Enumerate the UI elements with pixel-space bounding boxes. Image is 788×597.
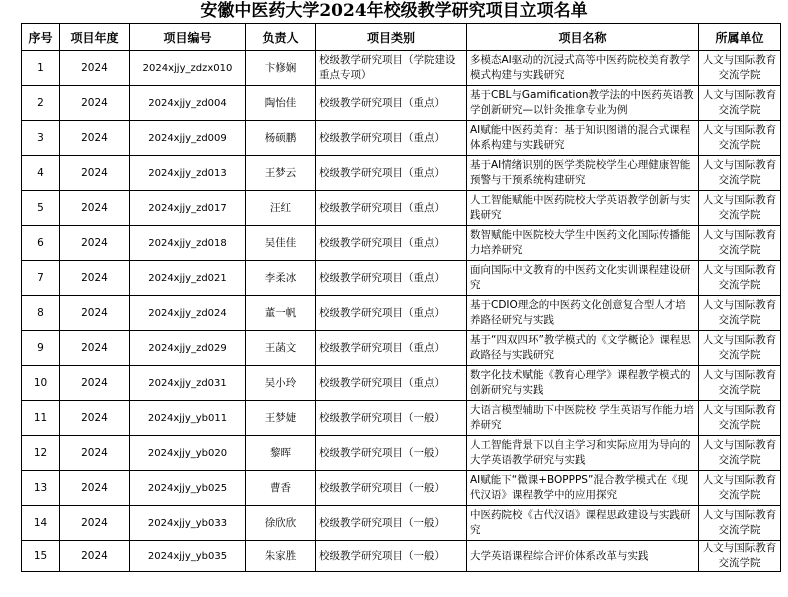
cell-type: 校级教学研究项目（一般）: [316, 541, 467, 572]
cell-name: 大语言模型辅助下中医院校 学生英语写作能力培养研究: [467, 401, 699, 436]
cell-year: 2024: [60, 86, 130, 121]
cell-type: 校级教学研究项目（重点）: [316, 121, 467, 156]
cell-seq: 10: [22, 366, 60, 401]
cell-code: 2024xjjy_yb025: [130, 471, 246, 506]
cell-code: 2024xjjy_zd018: [130, 226, 246, 261]
cell-year: 2024: [60, 436, 130, 471]
header-name: 项目名称: [467, 24, 699, 51]
header-code: 项目编号: [130, 24, 246, 51]
cell-year: 2024: [60, 331, 130, 366]
cell-leader: 吴佳佳: [246, 226, 316, 261]
table-row: [22, 401, 781, 436]
cell-year: 2024: [60, 401, 130, 436]
cell-unit: 人文与国际教育交流学院: [699, 156, 781, 191]
cell-leader: 卞修娴: [246, 51, 316, 86]
cell-leader: 杨硕鹏: [246, 121, 316, 156]
table-row: [22, 121, 781, 156]
cell-year: 2024: [60, 541, 130, 572]
cell-leader: 吴小玲: [246, 366, 316, 401]
cell-year: 2024: [60, 226, 130, 261]
cell-name: 基于AI情绪识别的医学类院校学生心理健康智能预警与干预系统构建研究: [467, 156, 699, 191]
header-unit: 所属单位: [699, 24, 781, 51]
cell-type: 校级教学研究项目（重点）: [316, 331, 467, 366]
cell-seq: 9: [22, 331, 60, 366]
cell-seq: 4: [22, 156, 60, 191]
cell-year: 2024: [60, 121, 130, 156]
cell-unit: 人文与国际教育交流学院: [699, 541, 781, 572]
cell-seq: 12: [22, 436, 60, 471]
cell-name: 基于CBL与Gamification教学法的中医药英语教学创新研究—以针灸推拿专业为例: [467, 86, 699, 121]
cell-seq: 11: [22, 401, 60, 436]
cell-code: 2024xjjy_yb020: [130, 436, 246, 471]
cell-leader: 董一帆: [246, 296, 316, 331]
cell-unit: 人文与国际教育交流学院: [699, 261, 781, 296]
table-row: [22, 261, 781, 296]
table-row: [22, 226, 781, 261]
cell-year: 2024: [60, 191, 130, 226]
cell-name: 面向国际中文教育的中医药文化实训课程建设研究: [467, 261, 699, 296]
cell-seq: 6: [22, 226, 60, 261]
cell-unit: 人文与国际教育交流学院: [699, 51, 781, 86]
cell-leader: 李柔冰: [246, 261, 316, 296]
table-row: [22, 296, 781, 331]
cell-type: 校级教学研究项目（重点）: [316, 191, 467, 226]
cell-name: 多模态AI驱动的沉浸式高等中医药院校美育教学模式构建与实践研究: [467, 51, 699, 86]
cell-type: 校级教学研究项目（重点）: [316, 366, 467, 401]
cell-code: 2024xjjy_zd013: [130, 156, 246, 191]
cell-code: 2024xjjy_zd024: [130, 296, 246, 331]
cell-name: 人工智能背景下以自主学习和实际应用为导向的大学英语教学研究与实践: [467, 436, 699, 471]
cell-type: 校级教学研究项目（一般）: [316, 436, 467, 471]
header-year: 项目年度: [60, 24, 130, 51]
cell-seq: 5: [22, 191, 60, 226]
cell-leader: 陶怡佳: [246, 86, 316, 121]
cell-type: 校级教学研究项目（一般）: [316, 471, 467, 506]
table-row: [22, 541, 781, 572]
table-row: [22, 156, 781, 191]
cell-leader: 王菡文: [246, 331, 316, 366]
header-type: 项目类别: [316, 24, 467, 51]
cell-name: 基于CDIO理念的中医药文化创意复合型人才培养路径研究与实践: [467, 296, 699, 331]
cell-type: 校级教学研究项目（一般）: [316, 401, 467, 436]
cell-leader: 朱家胜: [246, 541, 316, 572]
cell-name: 数字化技术赋能《教育心理学》课程教学模式的创新研究与实践: [467, 366, 699, 401]
cell-unit: 人文与国际教育交流学院: [699, 471, 781, 506]
cell-type: 校级教学研究项目（一般）: [316, 506, 467, 541]
cell-year: 2024: [60, 366, 130, 401]
cell-seq: 8: [22, 296, 60, 331]
cell-leader: 黎晖: [246, 436, 316, 471]
cell-code: 2024xjjy_zd004: [130, 86, 246, 121]
table-row: [22, 51, 781, 86]
cell-type: 校级教学研究项目（重点）: [316, 226, 467, 261]
cell-year: 2024: [60, 51, 130, 86]
cell-seq: 3: [22, 121, 60, 156]
cell-leader: 徐欣欣: [246, 506, 316, 541]
header-row: [22, 24, 781, 51]
table-row: [22, 191, 781, 226]
cell-unit: 人文与国际教育交流学院: [699, 401, 781, 436]
table-row: [22, 331, 781, 366]
cell-unit: 人文与国际教育交流学院: [699, 86, 781, 121]
cell-type: 校级教学研究项目（学院建设重点专项）: [316, 51, 467, 86]
cell-unit: 人文与国际教育交流学院: [699, 331, 781, 366]
table-row: [22, 506, 781, 541]
cell-code: 2024xjjy_zd017: [130, 191, 246, 226]
cell-year: 2024: [60, 471, 130, 506]
cell-code: 2024xjjy_yb035: [130, 541, 246, 572]
page-title: 安徽中医药大学2024年校级教学研究项目立项名单: [200, 1, 588, 21]
cell-leader: 曹香: [246, 471, 316, 506]
cell-code: 2024xjjy_zd031: [130, 366, 246, 401]
cell-type: 校级教学研究项目（重点）: [316, 296, 467, 331]
cell-type: 校级教学研究项目（重点）: [316, 156, 467, 191]
cell-code: 2024xjjy_zd021: [130, 261, 246, 296]
header-seq: 序号: [22, 24, 60, 51]
header-leader: 负责人: [246, 24, 316, 51]
cell-leader: 汪红: [246, 191, 316, 226]
cell-year: 2024: [60, 261, 130, 296]
cell-unit: 人文与国际教育交流学院: [699, 506, 781, 541]
table-row: [22, 86, 781, 121]
cell-unit: 人文与国际教育交流学院: [699, 436, 781, 471]
cell-seq: 13: [22, 471, 60, 506]
cell-type: 校级教学研究项目（重点）: [316, 86, 467, 121]
cell-seq: 2: [22, 86, 60, 121]
cell-leader: 王梦婕: [246, 401, 316, 436]
cell-name: AI赋能中医药美育：基于知识图谱的混合式课程体系构建与实践研究: [467, 121, 699, 156]
cell-seq: 14: [22, 506, 60, 541]
cell-code: 2024xjjy_zd009: [130, 121, 246, 156]
cell-unit: 人文与国际教育交流学院: [699, 191, 781, 226]
cell-name: 大学英语课程综合评价体系改革与实践: [467, 541, 699, 572]
cell-code: 2024xjjy_zd029: [130, 331, 246, 366]
project-table: [21, 23, 781, 572]
cell-unit: 人文与国际教育交流学院: [699, 296, 781, 331]
cell-code: 2024xjjy_yb033: [130, 506, 246, 541]
cell-seq: 1: [22, 51, 60, 86]
cell-seq: 15: [22, 541, 60, 572]
table-row: [22, 436, 781, 471]
cell-leader: 王梦云: [246, 156, 316, 191]
cell-code: 2024xjjy_yb011: [130, 401, 246, 436]
cell-name: 中医药院校《古代汉语》课程思政建设与实践研究: [467, 506, 699, 541]
table-row: [22, 471, 781, 506]
table-row: [22, 366, 781, 401]
cell-unit: 人文与国际教育交流学院: [699, 226, 781, 261]
cell-code: 2024xjjy_zdzx010: [130, 51, 246, 86]
cell-name: 数智赋能中医院校大学生中医药文化国际传播能力培养研究: [467, 226, 699, 261]
cell-unit: 人文与国际教育交流学院: [699, 121, 781, 156]
cell-type: 校级教学研究项目（重点）: [316, 261, 467, 296]
cell-year: 2024: [60, 296, 130, 331]
cell-name: 基于“四双四环”教学模式的《文学概论》课程思政路径与实践研究: [467, 331, 699, 366]
cell-unit: 人文与国际教育交流学院: [699, 366, 781, 401]
cell-seq: 7: [22, 261, 60, 296]
cell-year: 2024: [60, 506, 130, 541]
cell-year: 2024: [60, 156, 130, 191]
cell-name: AI赋能下“微课+BOPPPS”混合教学模式在《现代汉语》课程教学中的应用探究: [467, 471, 699, 506]
cell-name: 人工智能赋能中医药院校大学英语教学创新与实践研究: [467, 191, 699, 226]
